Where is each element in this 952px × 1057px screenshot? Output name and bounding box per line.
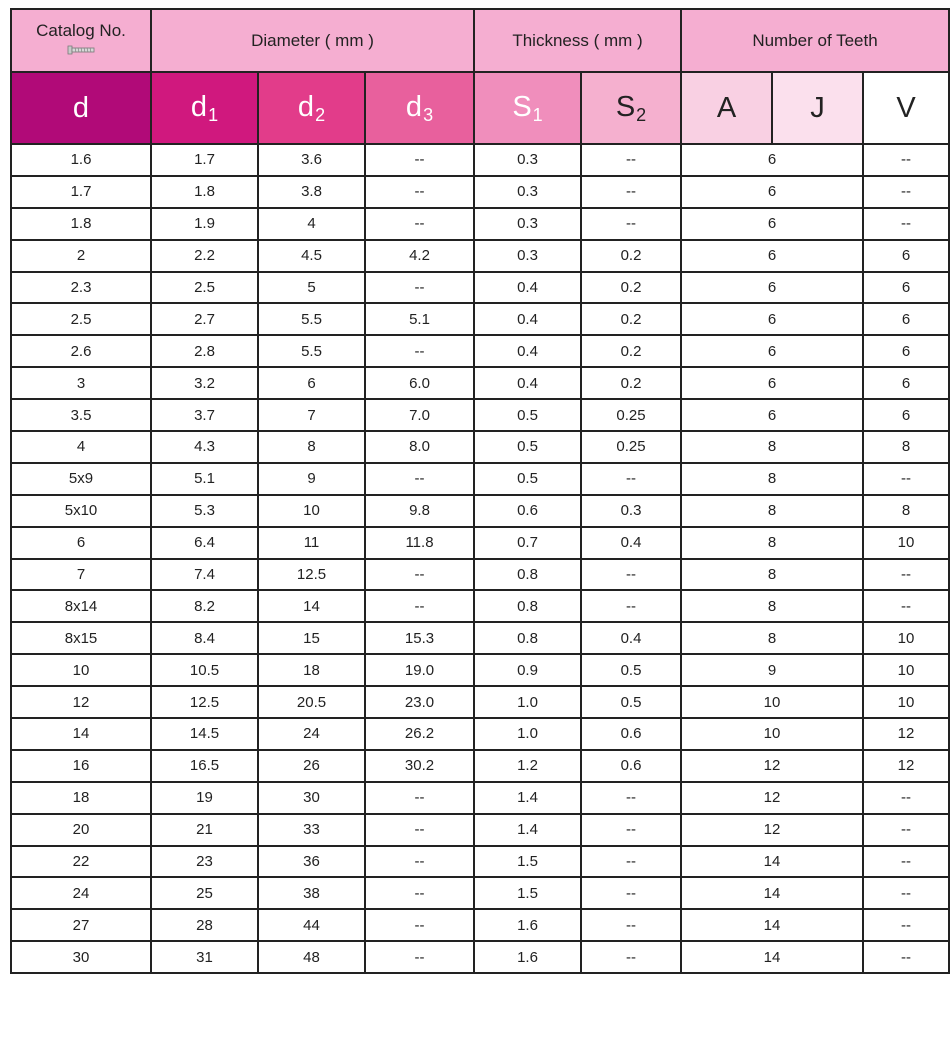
thickness-s1-cell: 0.8 xyxy=(474,622,581,654)
diameter-d3-cell: -- xyxy=(365,335,474,367)
catalog-d-cell: 20 xyxy=(11,814,151,846)
catalog-d-cell: 27 xyxy=(11,909,151,941)
symbol-d2-sub: 2 xyxy=(315,104,326,125)
teeth-v-cell: -- xyxy=(863,846,949,878)
teeth-v-cell: -- xyxy=(863,176,949,208)
thickness-s2-cell: 0.5 xyxy=(581,654,681,686)
diameter-d1-cell: 5.1 xyxy=(151,463,258,495)
catalog-d-cell: 1.6 xyxy=(11,144,151,176)
diameter-d1-cell: 14.5 xyxy=(151,718,258,750)
teeth-aj-cell: 8 xyxy=(681,590,863,622)
thickness-s2-cell: -- xyxy=(581,208,681,240)
thickness-s2-cell: 0.6 xyxy=(581,718,681,750)
catalog-d-cell: 5x9 xyxy=(11,463,151,495)
diameter-d3-cell: 26.2 xyxy=(365,718,474,750)
symbol-d2 xyxy=(258,72,365,144)
diameter-d1-cell: 7.4 xyxy=(151,559,258,591)
diameter-d3-cell: -- xyxy=(365,590,474,622)
teeth-aj-cell: 12 xyxy=(681,750,863,782)
table-row xyxy=(11,399,949,431)
catalog-d-cell: 2.5 xyxy=(11,303,151,335)
symbol-row xyxy=(11,72,949,144)
diameter-d1-cell: 31 xyxy=(151,941,258,973)
thickness-s1-cell: 0.8 xyxy=(474,559,581,591)
diameter-d2-cell: 48 xyxy=(258,941,365,973)
table-row xyxy=(11,527,949,559)
diameter-d3-cell: -- xyxy=(365,144,474,176)
symbol-d xyxy=(11,72,151,144)
table-row xyxy=(11,782,949,814)
teeth-v-cell: 10 xyxy=(863,622,949,654)
teeth-aj-cell: 8 xyxy=(681,495,863,527)
diameter-d3-cell: -- xyxy=(365,941,474,973)
thickness-s2-cell: -- xyxy=(581,846,681,878)
teeth-aj-cell: 14 xyxy=(681,877,863,909)
thickness-s1-cell: 0.5 xyxy=(474,463,581,495)
diameter-d3-cell: 11.8 xyxy=(365,527,474,559)
teeth-v-cell: 10 xyxy=(863,654,949,686)
catalog-no-header xyxy=(11,9,151,72)
thickness-s2-cell: -- xyxy=(581,559,681,591)
symbol-a-text: A xyxy=(716,91,737,124)
diameter-d3-cell: 30.2 xyxy=(365,750,474,782)
thickness-s1-cell: 1.0 xyxy=(474,718,581,750)
teeth-v-cell: 6 xyxy=(863,303,949,335)
table-row xyxy=(11,846,949,878)
symbol-d3-sub: 3 xyxy=(423,104,434,125)
catalog-d-cell: 1.8 xyxy=(11,208,151,240)
teeth-aj-cell: 6 xyxy=(681,176,863,208)
diameter-d3-cell: 23.0 xyxy=(365,686,474,718)
thickness-s1-cell: 0.3 xyxy=(474,176,581,208)
catalog-d-cell: 8x15 xyxy=(11,622,151,654)
symbol-s2-sub: 2 xyxy=(636,104,647,125)
table-row xyxy=(11,495,949,527)
diameter-d2-cell: 26 xyxy=(258,750,365,782)
thickness-s1-cell: 0.6 xyxy=(474,495,581,527)
thickness-s2-cell: -- xyxy=(581,176,681,208)
diameter-d2-cell: 5.5 xyxy=(258,335,365,367)
teeth-aj-cell: 14 xyxy=(681,846,863,878)
diameter-d1-cell: 2.2 xyxy=(151,240,258,272)
thickness-s1-cell: 0.5 xyxy=(474,431,581,463)
diameter-d2-cell: 18 xyxy=(258,654,365,686)
diameter-d2-cell: 5 xyxy=(258,272,365,304)
symbol-j xyxy=(772,72,863,144)
catalog-d-cell: 2.6 xyxy=(11,335,151,367)
teeth-aj-cell: 6 xyxy=(681,303,863,335)
teeth-aj-cell: 6 xyxy=(681,240,863,272)
thickness-s1-cell: 0.3 xyxy=(474,240,581,272)
teeth-aj-cell: 14 xyxy=(681,909,863,941)
thickness-s1-cell: 0.7 xyxy=(474,527,581,559)
symbol-d1-sub: 1 xyxy=(208,104,219,125)
diameter-d1-cell: 19 xyxy=(151,782,258,814)
symbol-j-text: J xyxy=(810,91,825,124)
table-row xyxy=(11,367,949,399)
thickness-s1-cell: 1.4 xyxy=(474,782,581,814)
teeth-aj-cell: 6 xyxy=(681,144,863,176)
diameter-d2-cell: 20.5 xyxy=(258,686,365,718)
thickness-s1-cell: 1.6 xyxy=(474,941,581,973)
teeth-aj-cell: 14 xyxy=(681,941,863,973)
diameter-d1-cell: 2.5 xyxy=(151,272,258,304)
thickness-s2-cell: 0.3 xyxy=(581,495,681,527)
thickness-s2-cell: 0.25 xyxy=(581,431,681,463)
diameter-d1-cell: 28 xyxy=(151,909,258,941)
teeth-v-cell: -- xyxy=(863,941,949,973)
diameter-d1-cell: 5.3 xyxy=(151,495,258,527)
table-row xyxy=(11,144,949,176)
table-row xyxy=(11,909,949,941)
catalog-d-cell: 2 xyxy=(11,240,151,272)
symbol-s1 xyxy=(474,72,581,144)
diameter-d1-cell: 25 xyxy=(151,877,258,909)
thickness-s2-cell: 0.25 xyxy=(581,399,681,431)
teeth-aj-cell: 6 xyxy=(681,208,863,240)
catalog-d-cell: 5x10 xyxy=(11,495,151,527)
teeth-v-cell: -- xyxy=(863,559,949,591)
diameter-d3-cell: -- xyxy=(365,208,474,240)
thickness-s2-cell: 0.4 xyxy=(581,622,681,654)
diameter-d1-cell: 21 xyxy=(151,814,258,846)
catalog-d-cell: 16 xyxy=(11,750,151,782)
diameter-d2-cell: 15 xyxy=(258,622,365,654)
symbol-d2-base: d xyxy=(297,90,315,123)
table-row xyxy=(11,335,949,367)
thickness-s1-cell: 1.4 xyxy=(474,814,581,846)
catalog-d-cell: 10 xyxy=(11,654,151,686)
table-row xyxy=(11,590,949,622)
table-row xyxy=(11,431,949,463)
diameter-d3-cell: 4.2 xyxy=(365,240,474,272)
teeth-v-cell: 6 xyxy=(863,272,949,304)
table-row xyxy=(11,814,949,846)
diameter-d1-cell: 1.7 xyxy=(151,144,258,176)
thickness-s1-cell: 0.8 xyxy=(474,590,581,622)
thickness-s1-cell: 0.4 xyxy=(474,303,581,335)
teeth-v-cell: 10 xyxy=(863,527,949,559)
teeth-v-cell: -- xyxy=(863,814,949,846)
diameter-d2-cell: 10 xyxy=(258,495,365,527)
symbol-d3 xyxy=(365,72,474,144)
thickness-s2-cell: -- xyxy=(581,814,681,846)
teeth-aj-cell: 6 xyxy=(681,367,863,399)
diameter-d2-cell: 12.5 xyxy=(258,559,365,591)
thickness-s1-cell: 0.3 xyxy=(474,144,581,176)
header-group-row xyxy=(11,9,949,72)
diameter-header: Diameter ( mm ) xyxy=(151,9,474,72)
diameter-d1-cell: 2.8 xyxy=(151,335,258,367)
teeth-aj-cell: 8 xyxy=(681,431,863,463)
thickness-s1-cell: 1.2 xyxy=(474,750,581,782)
table-row xyxy=(11,941,949,973)
thickness-s2-cell: 0.2 xyxy=(581,303,681,335)
diameter-d2-cell: 33 xyxy=(258,814,365,846)
thickness-s2-cell: 0.2 xyxy=(581,367,681,399)
teeth-v-cell: 6 xyxy=(863,240,949,272)
screw-icon xyxy=(66,45,96,55)
thickness-s2-cell: -- xyxy=(581,144,681,176)
catalog-d-cell: 4 xyxy=(11,431,151,463)
thickness-s1-cell: 0.9 xyxy=(474,654,581,686)
thickness-s2-cell: -- xyxy=(581,909,681,941)
thickness-s2-cell: 0.2 xyxy=(581,240,681,272)
diameter-d1-cell: 4.3 xyxy=(151,431,258,463)
teeth-v-cell: -- xyxy=(863,463,949,495)
diameter-d2-cell: 3.6 xyxy=(258,144,365,176)
diameter-d1-cell: 8.2 xyxy=(151,590,258,622)
diameter-d2-cell: 44 xyxy=(258,909,365,941)
diameter-d1-cell: 16.5 xyxy=(151,750,258,782)
table-row xyxy=(11,718,949,750)
diameter-d3-cell: -- xyxy=(365,463,474,495)
table-row xyxy=(11,463,949,495)
teeth-aj-cell: 12 xyxy=(681,814,863,846)
symbol-s2 xyxy=(581,72,681,144)
diameter-d1-cell: 10.5 xyxy=(151,654,258,686)
symbol-d3-base: d xyxy=(405,90,423,123)
table-row xyxy=(11,750,949,782)
table-row xyxy=(11,303,949,335)
thickness-s1-cell: 1.5 xyxy=(474,846,581,878)
diameter-d3-cell: -- xyxy=(365,814,474,846)
teeth-v-cell: 8 xyxy=(863,431,949,463)
teeth-aj-cell: 8 xyxy=(681,527,863,559)
teeth-v-cell: -- xyxy=(863,144,949,176)
diameter-d1-cell: 8.4 xyxy=(151,622,258,654)
thickness-s1-cell: 1.0 xyxy=(474,686,581,718)
teeth-aj-cell: 8 xyxy=(681,622,863,654)
teeth-v-cell: 12 xyxy=(863,718,949,750)
thickness-s2-cell: -- xyxy=(581,877,681,909)
thickness-s2-cell: 0.2 xyxy=(581,335,681,367)
diameter-d3-cell: 9.8 xyxy=(365,495,474,527)
table-body xyxy=(11,144,949,973)
diameter-d2-cell: 4.5 xyxy=(258,240,365,272)
table-row xyxy=(11,622,949,654)
diameter-d3-cell: 19.0 xyxy=(365,654,474,686)
diameter-d3-cell: 8.0 xyxy=(365,431,474,463)
catalog-d-cell: 2.3 xyxy=(11,272,151,304)
diameter-d2-cell: 6 xyxy=(258,367,365,399)
table-row xyxy=(11,877,949,909)
diameter-d2-cell: 30 xyxy=(258,782,365,814)
diameter-d3-cell: 6.0 xyxy=(365,367,474,399)
catalog-d-cell: 14 xyxy=(11,718,151,750)
diameter-d3-cell: -- xyxy=(365,909,474,941)
diameter-d3-cell: -- xyxy=(365,782,474,814)
catalog-d-cell: 18 xyxy=(11,782,151,814)
symbol-s1-base: S xyxy=(512,90,532,123)
symbol-d-text: d xyxy=(72,91,90,124)
diameter-d1-cell: 12.5 xyxy=(151,686,258,718)
table-row xyxy=(11,559,949,591)
table-row xyxy=(11,208,949,240)
diameter-d1-cell: 3.7 xyxy=(151,399,258,431)
diameter-d3-cell: 5.1 xyxy=(365,303,474,335)
diameter-d1-cell: 6.4 xyxy=(151,527,258,559)
thickness-s2-cell: -- xyxy=(581,782,681,814)
diameter-d3-cell: -- xyxy=(365,846,474,878)
table-row xyxy=(11,686,949,718)
symbol-v xyxy=(863,72,949,144)
diameter-d2-cell: 24 xyxy=(258,718,365,750)
thickness-s2-cell: 0.2 xyxy=(581,272,681,304)
table-row xyxy=(11,272,949,304)
diameter-d2-cell: 38 xyxy=(258,877,365,909)
symbol-s1-sub: 1 xyxy=(532,104,543,125)
diameter-d3-cell: 7.0 xyxy=(365,399,474,431)
teeth-header: Number of Teeth xyxy=(681,9,949,72)
catalog-d-cell: 1.7 xyxy=(11,176,151,208)
diameter-d3-cell: -- xyxy=(365,272,474,304)
thickness-s1-cell: 1.6 xyxy=(474,909,581,941)
symbol-s2-base: S xyxy=(615,90,636,123)
thickness-s2-cell: 0.6 xyxy=(581,750,681,782)
symbol-a xyxy=(681,72,772,144)
diameter-d3-cell: 15.3 xyxy=(365,622,474,654)
thickness-s1-cell: 0.4 xyxy=(474,367,581,399)
teeth-aj-cell: 10 xyxy=(681,718,863,750)
teeth-v-cell: 6 xyxy=(863,335,949,367)
thickness-s2-cell: -- xyxy=(581,463,681,495)
diameter-d1-cell: 1.9 xyxy=(151,208,258,240)
catalog-no-label: Catalog No. xyxy=(36,20,126,40)
thickness-s2-cell: -- xyxy=(581,941,681,973)
teeth-v-cell: 8 xyxy=(863,495,949,527)
teeth-v-cell: -- xyxy=(863,782,949,814)
thickness-s1-cell: 0.4 xyxy=(474,335,581,367)
catalog-d-cell: 6 xyxy=(11,527,151,559)
washer-spec-table xyxy=(10,8,950,974)
diameter-d2-cell: 4 xyxy=(258,208,365,240)
diameter-d1-cell: 2.7 xyxy=(151,303,258,335)
table-row xyxy=(11,654,949,686)
diameter-d2-cell: 8 xyxy=(258,431,365,463)
diameter-d2-cell: 9 xyxy=(258,463,365,495)
catalog-d-cell: 30 xyxy=(11,941,151,973)
teeth-aj-cell: 8 xyxy=(681,559,863,591)
catalog-d-cell: 22 xyxy=(11,846,151,878)
symbol-d1 xyxy=(151,72,258,144)
diameter-d2-cell: 11 xyxy=(258,527,365,559)
diameter-d2-cell: 5.5 xyxy=(258,303,365,335)
table-row xyxy=(11,176,949,208)
catalog-d-cell: 7 xyxy=(11,559,151,591)
diameter-d1-cell: 23 xyxy=(151,846,258,878)
thickness-s2-cell: -- xyxy=(581,590,681,622)
teeth-v-cell: 6 xyxy=(863,399,949,431)
teeth-v-cell: -- xyxy=(863,590,949,622)
diameter-d2-cell: 3.8 xyxy=(258,176,365,208)
teeth-aj-cell: 10 xyxy=(681,686,863,718)
teeth-aj-cell: 8 xyxy=(681,463,863,495)
catalog-d-cell: 24 xyxy=(11,877,151,909)
diameter-d1-cell: 3.2 xyxy=(151,367,258,399)
diameter-d1-cell: 1.8 xyxy=(151,176,258,208)
diameter-d3-cell: -- xyxy=(365,559,474,591)
thickness-header: Thickness ( mm ) xyxy=(474,9,681,72)
teeth-v-cell: -- xyxy=(863,909,949,941)
diameter-d2-cell: 36 xyxy=(258,846,365,878)
teeth-aj-cell: 9 xyxy=(681,654,863,686)
teeth-v-cell: -- xyxy=(863,208,949,240)
thickness-s1-cell: 1.5 xyxy=(474,877,581,909)
catalog-d-cell: 12 xyxy=(11,686,151,718)
catalog-d-cell: 3.5 xyxy=(11,399,151,431)
teeth-v-cell: 12 xyxy=(863,750,949,782)
teeth-v-cell: 10 xyxy=(863,686,949,718)
diameter-d3-cell: -- xyxy=(365,877,474,909)
catalog-d-cell: 3 xyxy=(11,367,151,399)
thickness-s1-cell: 0.3 xyxy=(474,208,581,240)
catalog-d-cell: 8x14 xyxy=(11,590,151,622)
teeth-aj-cell: 6 xyxy=(681,399,863,431)
teeth-v-cell: -- xyxy=(863,877,949,909)
diameter-d2-cell: 14 xyxy=(258,590,365,622)
thickness-s2-cell: 0.4 xyxy=(581,527,681,559)
thickness-s1-cell: 0.5 xyxy=(474,399,581,431)
teeth-v-cell: 6 xyxy=(863,367,949,399)
symbol-d1-base: d xyxy=(190,90,208,123)
teeth-aj-cell: 6 xyxy=(681,272,863,304)
teeth-aj-cell: 6 xyxy=(681,335,863,367)
teeth-aj-cell: 12 xyxy=(681,782,863,814)
table-row xyxy=(11,240,949,272)
thickness-s2-cell: 0.5 xyxy=(581,686,681,718)
symbol-v-text: V xyxy=(896,91,916,124)
diameter-d3-cell: -- xyxy=(365,176,474,208)
thickness-s1-cell: 0.4 xyxy=(474,272,581,304)
diameter-d2-cell: 7 xyxy=(258,399,365,431)
